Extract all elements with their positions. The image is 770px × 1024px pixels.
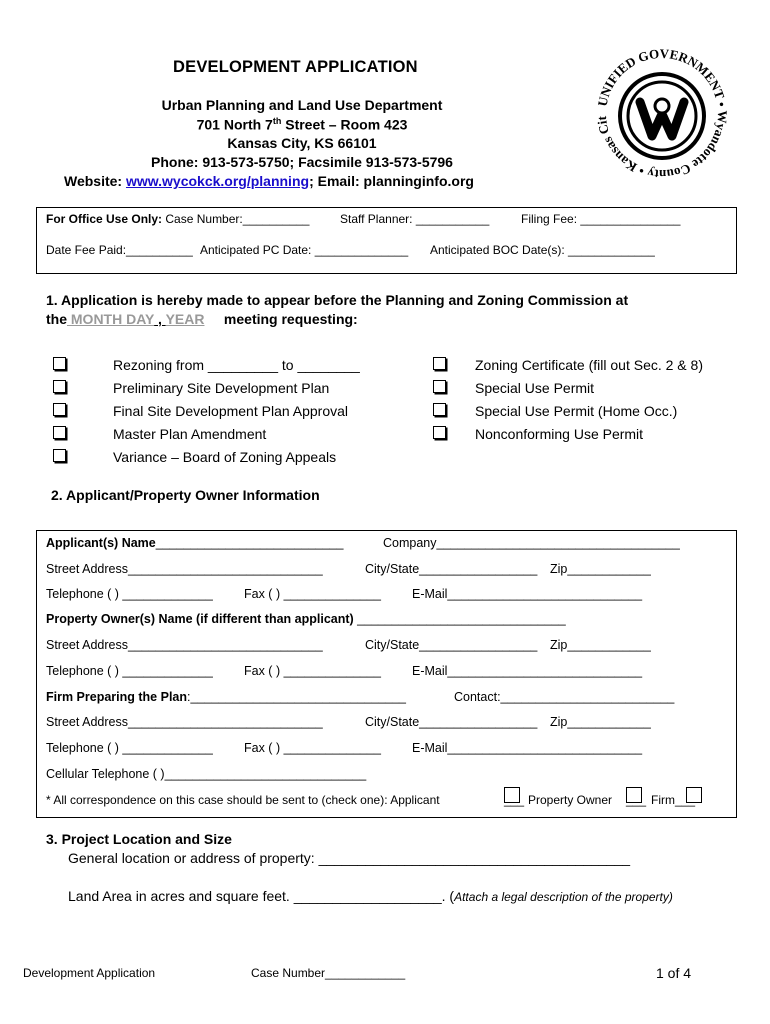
land-area-field[interactable]: Land Area in acres and square feet. ___________________. (Attach a legal description of the property) [68, 888, 673, 904]
checkbox-special-use-permit[interactable] [433, 380, 446, 393]
property-owner-name-field[interactable]: Property Owner(s) Name (if different than applicant) ______________________________ [46, 612, 566, 626]
firm-fax-field[interactable]: Fax ( ) ______________ [244, 741, 381, 755]
option-zoning-certificate: Zoning Certificate (fill out Sec. 2 & 8) [475, 357, 703, 373]
date-fee-paid-field[interactable]: Date Fee Paid:__________ [46, 243, 193, 257]
option-special-use-home-occ: Special Use Permit (Home Occ.) [475, 403, 678, 419]
option-variance: Variance – Board of Zoning Appeals [113, 449, 337, 465]
option-special-use-permit: Special Use Permit [475, 380, 595, 396]
year-field[interactable]: YEAR [165, 311, 205, 327]
correspondence-note: * All correspondence on this case should be sent to (check one): Applicant [46, 793, 440, 807]
day-field[interactable]: DAY [126, 311, 155, 327]
pc-date-field[interactable]: Anticipated PC Date: ______________ [200, 243, 409, 257]
boc-date-field[interactable]: Anticipated BOC Date(s): _____________ [430, 243, 655, 257]
applicant-street-field[interactable]: Street Address____________________________ [46, 562, 323, 576]
office-use-row-1: For Office Use Only: Case Number:__________ [46, 212, 310, 226]
option-rezoning: Rezoning from _________ to ________ [113, 357, 360, 373]
firm-email-field[interactable]: E-Mail____________________________ [412, 741, 643, 755]
checkbox-final-site-plan[interactable] [53, 403, 66, 416]
owner-telephone-field[interactable]: Telephone ( ) _____________ [46, 664, 213, 678]
page-number: 1 of 4 [656, 965, 692, 981]
option-preliminary-site-plan: Preliminary Site Development Plan [113, 380, 330, 396]
month-field[interactable]: MONTH [67, 311, 127, 327]
svg-text:UNIFIED GOVERNMENT • Wyandotte: UNIFIED GOVERNMENT • Wyandotte County • Kansas Cit [594, 45, 731, 183]
checkbox-nonconforming-use[interactable] [433, 426, 446, 439]
checkbox-rezoning[interactable] [53, 357, 66, 370]
corr-property-owner-label: Property Owner [528, 793, 613, 807]
footer-case-number: Case Number____________ [251, 966, 406, 980]
department-address: 701 North 7th Street – Room 423 [196, 116, 408, 133]
section3-heading: 3. Project Location and Size [46, 831, 232, 847]
applicant-telephone-field[interactable]: Telephone ( ) _____________ [46, 587, 213, 601]
firm-street-field[interactable]: Street Address____________________________ [46, 715, 323, 729]
applicant-name-field[interactable]: Applicant(s) Name___________________________ [46, 536, 344, 550]
general-location-field[interactable]: General location or address of property: ________________________________________ [68, 850, 631, 866]
filing-fee-field[interactable]: Filing Fee: _______________ [521, 212, 681, 226]
staff-planner-field[interactable]: Staff Planner: ___________ [340, 212, 490, 226]
applicant-company-field[interactable]: Company___________________________________ [383, 536, 680, 550]
corr-owner-line: ___ [626, 793, 647, 807]
department-name: Urban Planning and Land Use Department [161, 97, 443, 113]
department-city: Kansas City, KS 66101 [227, 135, 377, 151]
option-final-site-plan: Final Site Development Plan Approval [113, 403, 349, 419]
case-number-field[interactable]: Case Number:__________ [165, 212, 310, 226]
checkbox-zoning-certificate[interactable] [433, 357, 446, 370]
firm-name-field[interactable]: Firm Preparing the Plan:_______________________________ [46, 690, 406, 704]
section2-heading: 2. Applicant/Property Owner Information [51, 487, 320, 503]
section1-heading-2: the MONTH DAY , YEAR meeting requesting: [46, 311, 358, 327]
website-link[interactable]: www.wycokck.org/planning [125, 173, 310, 189]
applicant-city-state-field[interactable]: City/State_________________ [365, 562, 538, 576]
option-master-plan: Master Plan Amendment [113, 426, 267, 442]
option-nonconforming-use: Nonconforming Use Permit [475, 426, 644, 442]
checkbox-preliminary-site-plan[interactable] [53, 380, 66, 393]
document-title: DEVELOPMENT APPLICATION [173, 58, 418, 76]
department-web-email: Website: www.wycokck.org/planning; Email: planninginfo.org [64, 173, 474, 189]
footer-label: Development Application [23, 966, 156, 980]
firm-contact-field[interactable]: Contact:_________________________ [454, 690, 675, 704]
checkbox-variance[interactable] [53, 449, 66, 462]
corr-firm-label: Firm [651, 793, 675, 807]
applicant-email-field[interactable]: E-Mail____________________________ [412, 587, 643, 601]
firm-telephone-field[interactable]: Telephone ( ) _____________ [46, 741, 213, 755]
applicant-fax-field[interactable]: Fax ( ) ______________ [244, 587, 381, 601]
owner-zip-field[interactable]: Zip____________ [550, 638, 651, 652]
owner-fax-field[interactable]: Fax ( ) ______________ [244, 664, 381, 678]
owner-city-state-field[interactable]: City/State_________________ [365, 638, 538, 652]
applicant-zip-field[interactable]: Zip____________ [550, 562, 651, 576]
firm-zip-field[interactable]: Zip____________ [550, 715, 651, 729]
corr-applicant-line: ___ [504, 793, 525, 807]
corr-firm-line: ___ [675, 793, 696, 807]
checkbox-master-plan[interactable] [53, 426, 66, 439]
firm-city-state-field[interactable]: City/State_________________ [365, 715, 538, 729]
department-phone: Phone: 913-573-5750; Facsimile 913-573-5796 [151, 154, 453, 170]
checkbox-special-use-home-occ[interactable] [433, 403, 446, 416]
owner-email-field[interactable]: E-Mail____________________________ [412, 664, 643, 678]
cellular-telephone-field[interactable]: Cellular Telephone ( )_____________________________ [46, 767, 367, 781]
owner-street-field[interactable]: Street Address____________________________ [46, 638, 323, 652]
section1-heading: 1. Application is hereby made to appear before the Planning and Zoning Commission at [46, 292, 629, 308]
unified-government-logo [588, 40, 736, 188]
